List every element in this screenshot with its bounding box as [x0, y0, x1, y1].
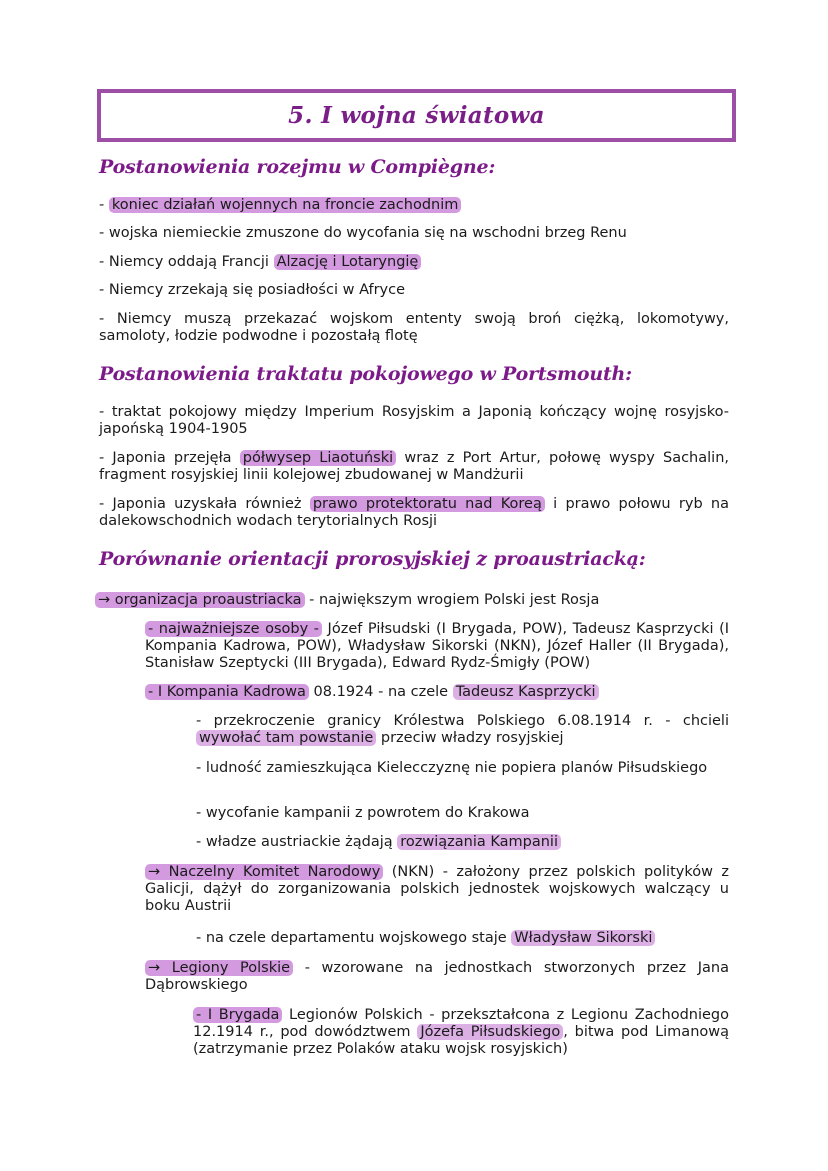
list-item: - Niemcy zrzekają się posiadłości w Afryce	[99, 282, 406, 298]
list-item: - I Kompania Kadrowa 08.1924 - na czele Tadeusz Kasprzycki	[145, 684, 599, 701]
title-box	[97, 89, 736, 142]
list-item: - Niemcy oddają Francji Alzację i Lotaryngię	[99, 254, 421, 271]
list-item: - I Brygada Legionów Polskich - przekształcona z Legionu Zachodniego 12.1914 r., pod dowództwem Józefa Piłsudskiego , bitwa pod Limanową (zatrzymanie przez Polaków ataku wojsk rosyjskich)	[193, 1007, 730, 1057]
list-item: - najważniejsze osoby - Józef Piłsudski (I Brygada, POW), Tadeusz Kasprzycki (I Kompania Kadrowa, POW), Władysław Sikorski (NKN), Józef Haller (II Brygada), Stanisław Szeptycki (III Brygada), Edward Rydz-Śmigły (POW)	[145, 621, 730, 671]
list-item: - władze austriackie żądają rozwiązania Kampanii	[196, 834, 561, 851]
list-item: - Japonia przejęła półwysep Liaotuński wraz z Port Artur, połowę wyspy Sachalin, fragment rosyjskiej linii kolejowej zbudowanej w Mandżurii	[99, 450, 729, 483]
section-heading-portsmouth: Postanowienia traktatu pokojowego w Portsmouth:	[99, 363, 632, 385]
list-item: → Naczelny Komitet Narodowy (NKN) - założony przez polskich polityków z Galicji, dążył do zorganizowania polskich jednostek wojskowych walczący u boku Austrii	[145, 864, 729, 914]
list-item: - Niemcy muszą przekazać wojskom ententy swoją broń ciężką, lokomotywy, samoloty, łodzie podwodne i pozostałą flotę	[99, 311, 729, 344]
section-heading-comparison: Porównanie orientacji prorosyjskiej z proaustriacką:	[99, 548, 646, 570]
section-heading-compiegne: Postanowienia rozejmu w Compiègne:	[99, 156, 496, 178]
list-item: - koniec działań wojennych na froncie zachodnim	[99, 197, 461, 214]
list-item: → Legiony Polskie - wzorowane na jednostkach stworzonych przez Jana Dąbrowskiego	[145, 960, 730, 993]
list-item: - przekroczenie granicy Królestwa Polskiego 6.08.1914 r. - chcieli wywołać tam powstanie przeciw władzy rosyjskiej	[196, 713, 729, 746]
list-item: → organizacja proaustriacka - największym wrogiem Polski jest Rosja	[95, 592, 599, 609]
page-title: 5. I wojna światowa	[288, 102, 545, 129]
list-item: - wycofanie kampanii z powrotem do Krakowa	[196, 805, 530, 821]
list-item: - na czele departamentu wojskowego staje Władysław Sikorski	[196, 930, 655, 947]
list-item: - traktat pokojowy między Imperium Rosyjskim a Japonią kończący wojnę rosyjsko-japońską 1904-1905	[99, 404, 729, 437]
list-item: - Japonia uzyskała również prawo protektoratu nad Koreą i prawo połowu ryb na dalekowschodnich wodach terytorialnych Rosji	[99, 496, 730, 529]
list-item: - wojska niemieckie zmuszone do wycofania się na wschodni brzeg Renu	[99, 225, 627, 241]
list-item: - ludność zamieszkująca Kielecczyznę nie popiera planów Piłsudskiego	[196, 760, 708, 776]
